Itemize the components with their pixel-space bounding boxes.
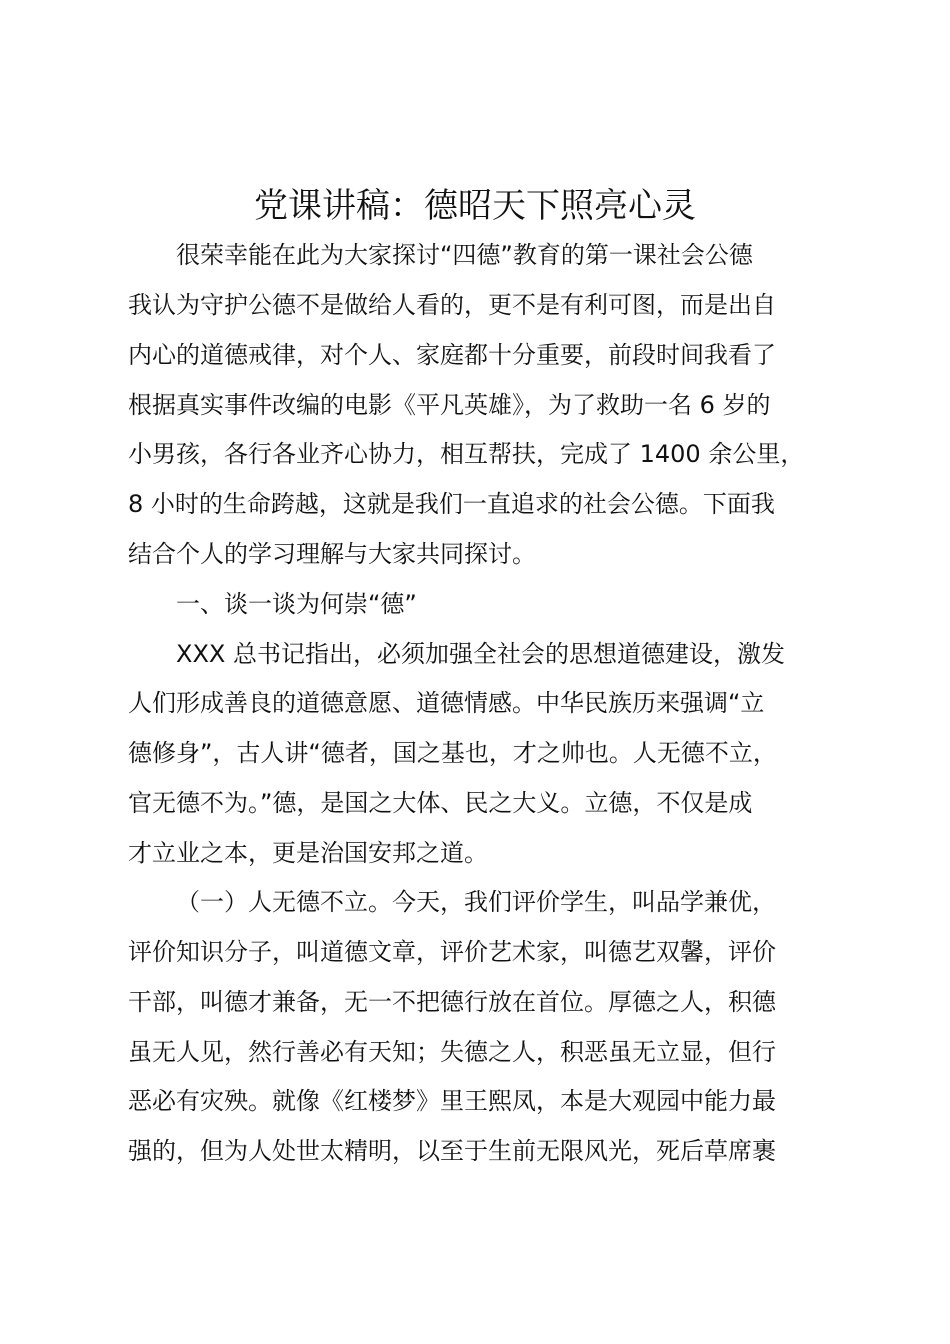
- paragraph-line: 评价知识分子，叫道德文章，评价艺术家，叫德艺双馨，评价: [128, 938, 776, 966]
- paragraph-line: 小男孩，各行各业齐心协力，相互帮扶，完成了 1400 余公里，: [128, 440, 805, 468]
- paragraph-line: 才立业之本，更是治国安邦之道。: [128, 839, 488, 867]
- section-heading: 一、谈一谈为何崇“德”: [176, 590, 417, 618]
- paragraph-line: 很荣幸能在此为大家探讨“四德”教育的第一课社会公德: [176, 241, 753, 269]
- paragraph-line: 8 小时的生命跨越，这就是我们一直追求的社会公德。下面我: [128, 490, 775, 518]
- paragraph-line: 根据真实事件改编的电影《平凡英雄》，为了救助一名 6 岁的: [128, 391, 771, 419]
- paragraph-line: （一）人无德不立。今天，我们评价学生，叫品学兼优，: [176, 888, 776, 916]
- paragraph-line: XXX 总书记指出，必须加强全社会的思想道德建设，激发: [176, 640, 785, 668]
- paragraph-line: 我认为守护公德不是做给人看的，更不是有利可图，而是出自: [128, 291, 776, 319]
- paragraph-line: 人们形成善良的道德意愿、道德情感。中华民族历来强调“立: [128, 689, 765, 717]
- paragraph-line: 结合个人的学习理解与大家共同探讨。: [128, 540, 536, 568]
- paragraph-line: 虽无人见，然行善必有天知；失德之人，积恶虽无立显，但行: [128, 1038, 776, 1066]
- paragraph-line: 干部，叫德才兼备，无一不把德行放在首位。厚德之人，积德: [128, 988, 776, 1016]
- document-title: 党课讲稿：德昭天下照亮心灵: [254, 186, 696, 226]
- paragraph-line: 强的，但为人处世太精明，以至于生前无限风光，死后草席裹: [128, 1137, 776, 1165]
- paragraph-line: 恶必有灾殃。就像《红楼梦》里王熙凤，本是大观园中能力最: [128, 1087, 776, 1115]
- paragraph-line: 内心的道德戒律，对个人、家庭都十分重要，前段时间我看了: [128, 341, 776, 369]
- paragraph-line: 德修身”，古人讲“德者，国之基也，才之帅也。人无德不立，: [128, 739, 777, 767]
- paragraph-line: 官无德不为。”德，是国之大体、民之大义。立德，不仅是成: [128, 789, 753, 817]
